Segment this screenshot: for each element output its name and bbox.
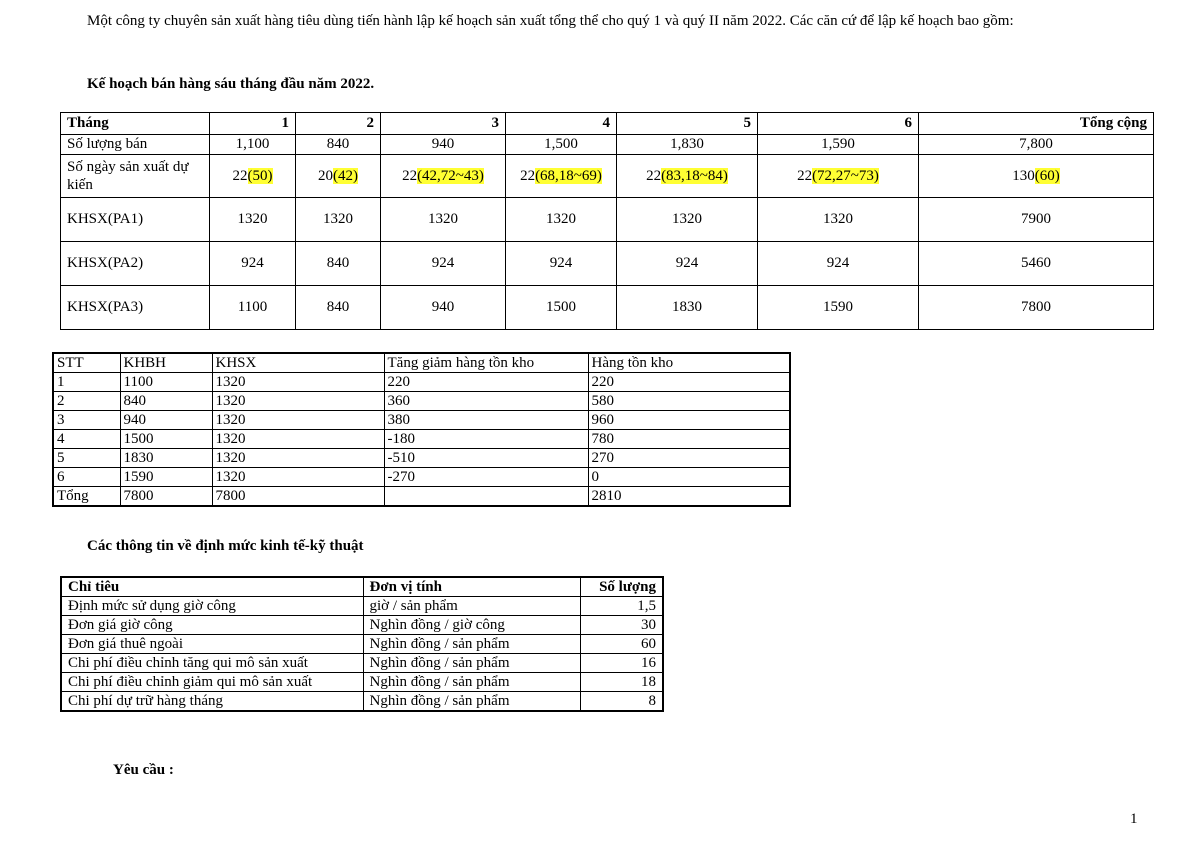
table-cell: 220 [384, 373, 588, 392]
header-cell: STT [53, 353, 120, 373]
highlighted-note: (42) [333, 168, 358, 184]
row-label: Số lượng bán [61, 135, 210, 155]
table-row [61, 597, 663, 616]
table-cell: 780 [588, 430, 790, 449]
table-cell: 924 [381, 242, 506, 286]
table-cell: 924 [617, 242, 758, 286]
table-cell [506, 155, 617, 198]
sales-plan-heading: Kế hoạch bán hàng sáu tháng đầu năm 2022. [87, 76, 375, 92]
table-cell: 60 [580, 635, 663, 654]
table-cell [384, 487, 588, 507]
table-row [53, 373, 790, 392]
table-cell: 1,830 [617, 135, 758, 155]
table-row [61, 155, 1154, 198]
highlighted-note: (83,18~84) [661, 168, 728, 184]
table-row [53, 468, 790, 487]
highlighted-note: (60) [1034, 168, 1060, 184]
table-cell: 1500 [120, 430, 212, 449]
table-row [53, 411, 790, 430]
table-cell: 18 [580, 673, 663, 692]
inventory-header-row [53, 353, 790, 373]
table-cell: 840 [296, 135, 381, 155]
table-cell: 4 [53, 430, 120, 449]
table-row [53, 449, 790, 468]
table-cell: 380 [384, 411, 588, 430]
inventory-table [52, 352, 791, 507]
header-cell: Tổng cộng [919, 113, 1154, 135]
table-cell: 924 [210, 242, 296, 286]
row-label: KHSX(PA1) [61, 198, 210, 242]
table-cell: 1500 [506, 286, 617, 330]
table-cell: 924 [758, 242, 919, 286]
header-cell: Đơn vị tính [363, 577, 580, 597]
table-cell: 1320 [758, 198, 919, 242]
table-cell: 1,500 [506, 135, 617, 155]
table-cell: 1320 [212, 411, 384, 430]
table-cell [617, 155, 758, 198]
table-cell: 5 [53, 449, 120, 468]
table-cell: Chi phí điều chỉnh giảm qui mô sản xuất [61, 673, 363, 692]
table-cell: Nghìn đồng / sản phẩm [363, 673, 580, 692]
header-cell: Chỉ tiêu [61, 577, 363, 597]
sales-header-row [61, 113, 1154, 135]
table-cell: -180 [384, 430, 588, 449]
table-cell [381, 155, 506, 198]
table-row [53, 430, 790, 449]
table-row [61, 616, 663, 635]
table-row [61, 692, 663, 712]
table-cell: 270 [588, 449, 790, 468]
table-row [61, 198, 1154, 242]
table-cell: 840 [296, 242, 381, 286]
table-cell: 1320 [212, 468, 384, 487]
table-cell: 1320 [617, 198, 758, 242]
table-cell: Chi phí dự trữ hàng tháng [61, 692, 363, 712]
days-value: 22 [232, 168, 248, 184]
table-cell: 940 [381, 286, 506, 330]
table-cell: 7800 [212, 487, 384, 507]
header-cell: 5 [617, 113, 758, 135]
header-cell: Tăng giảm hàng tồn kho [384, 353, 588, 373]
table-cell: Nghìn đồng / sản phẩm [363, 654, 580, 673]
table-cell: 3 [53, 411, 120, 430]
table-cell: 1830 [120, 449, 212, 468]
row-label: KHSX(PA2) [61, 242, 210, 286]
table-cell [758, 155, 919, 198]
table-row [61, 286, 1154, 330]
page-number: 1 [1130, 811, 1138, 827]
table-row [53, 487, 790, 507]
header-cell: Hàng tồn kho [588, 353, 790, 373]
table-cell: 360 [384, 392, 588, 411]
days-value: 22 [402, 168, 418, 184]
table-cell: 1100 [120, 373, 212, 392]
table-cell: 1100 [210, 286, 296, 330]
days-value: 22 [646, 168, 662, 184]
days-value: 22 [797, 168, 813, 184]
table-cell: 7800 [919, 286, 1154, 330]
table-cell: 1320 [212, 430, 384, 449]
table-cell: 2810 [588, 487, 790, 507]
table-cell: 580 [588, 392, 790, 411]
table-cell: giờ / sản phẩm [363, 597, 580, 616]
table-row [61, 242, 1154, 286]
header-cell: 3 [381, 113, 506, 135]
table-cell [210, 155, 296, 198]
table-cell: Nghìn đồng / sản phẩm [363, 635, 580, 654]
table-cell: Nghìn đồng / giờ công [363, 616, 580, 635]
header-cell: Số lượng [580, 577, 663, 597]
header-cell: 2 [296, 113, 381, 135]
table-cell: 940 [120, 411, 212, 430]
table-row [61, 635, 663, 654]
table-cell: 0 [588, 468, 790, 487]
table-cell: 2 [53, 392, 120, 411]
row-label: KHSX(PA3) [61, 286, 210, 330]
table-cell: 7800 [120, 487, 212, 507]
table-cell: 220 [588, 373, 790, 392]
table-cell: 7900 [919, 198, 1154, 242]
days-value: 22 [520, 168, 536, 184]
header-cell: KHBH [120, 353, 212, 373]
table-cell: Tổng [53, 487, 120, 507]
table-cell: 30 [580, 616, 663, 635]
header-cell: KHSX [212, 353, 384, 373]
table-cell: 1320 [381, 198, 506, 242]
table-cell: 840 [296, 286, 381, 330]
table-cell: 1590 [758, 286, 919, 330]
table-cell: 16 [580, 654, 663, 673]
table-cell: 1320 [212, 373, 384, 392]
table-cell: Định mức sử dụng giờ công [61, 597, 363, 616]
highlighted-note: (72,27~73) [812, 168, 879, 184]
table-cell: Chi phí điều chỉnh tăng qui mô sản xuất [61, 654, 363, 673]
header-cell: 6 [758, 113, 919, 135]
requirements-heading: Yêu cầu : [113, 762, 174, 778]
header-cell: 1 [210, 113, 296, 135]
table-cell: Nghìn đồng / sản phẩm [363, 692, 580, 712]
table-cell: 1320 [210, 198, 296, 242]
header-cell: 4 [506, 113, 617, 135]
highlighted-note: (68,18~69) [535, 168, 602, 184]
table-cell: 1320 [296, 198, 381, 242]
table-cell: 1,590 [758, 135, 919, 155]
table-cell: 1320 [212, 449, 384, 468]
table-cell: 1 [53, 373, 120, 392]
table-row [61, 654, 663, 673]
table-cell [919, 155, 1154, 198]
table-cell: -270 [384, 468, 588, 487]
norms-heading: Các thông tin về định mức kinh tế-kỹ thuật [87, 538, 364, 554]
row-label: Số ngày sản xuất dự kiến [61, 155, 210, 198]
table-row [61, 673, 663, 692]
table-row [61, 135, 1154, 155]
table-cell: 1320 [506, 198, 617, 242]
table-cell: 6 [53, 468, 120, 487]
table-cell: 840 [120, 392, 212, 411]
table-cell: Đơn giá giờ công [61, 616, 363, 635]
table-cell: 924 [506, 242, 617, 286]
header-cell: Tháng [61, 113, 210, 135]
highlighted-note: (50) [247, 168, 273, 184]
table-cell: 960 [588, 411, 790, 430]
table-row [53, 392, 790, 411]
table-cell: 8 [580, 692, 663, 712]
highlighted-note: (42,72~43) [417, 168, 484, 184]
norms-header-row [61, 577, 663, 597]
table-cell [296, 155, 381, 198]
intro-paragraph: Một công ty chuyên sản xuất hàng tiêu dùng tiến hành lập kế hoạch sản xuất tổng thể cho quý 1 và quý II năm 2022. Các căn cứ để lập kế hoạch bao gồm: [87, 13, 1014, 29]
table-cell: 940 [381, 135, 506, 155]
table-cell: 7,800 [919, 135, 1154, 155]
norms-table [60, 576, 664, 712]
days-value: 130 [1012, 168, 1035, 184]
table-cell: -510 [384, 449, 588, 468]
table-cell: 1320 [212, 392, 384, 411]
table-cell: Đơn giá thuê ngoài [61, 635, 363, 654]
sales-plan-table [60, 112, 1154, 330]
table-cell: 1,100 [210, 135, 296, 155]
table-cell: 5460 [919, 242, 1154, 286]
table-cell: 1,5 [580, 597, 663, 616]
table-cell: 1830 [617, 286, 758, 330]
days-value: 20 [318, 168, 333, 184]
table-cell: 1590 [120, 468, 212, 487]
